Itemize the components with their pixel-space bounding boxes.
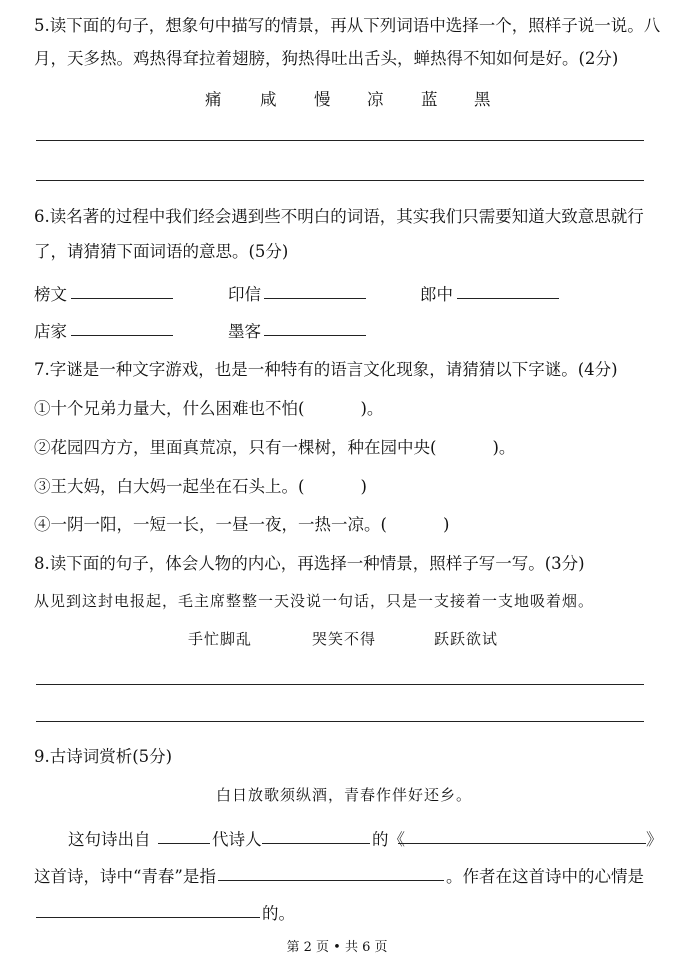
q8-word-3: 跃跃欲试 [434, 630, 499, 648]
q9-blank-qingchun-meaning[interactable] [218, 880, 444, 881]
q6-blank-yinxin[interactable] [264, 298, 366, 299]
q8-word-1: 手忙脚乱 [188, 630, 253, 648]
q6-blank-langzhong[interactable] [457, 298, 559, 299]
q6-term-dianjia: 店家 [34, 322, 67, 341]
q6-blank-moke[interactable] [264, 335, 366, 336]
q7-riddle-1-text: ①十个兄弟力量大，什么困难也不怕( [34, 399, 305, 418]
q7-riddle-3-text: ③王大妈，白大妈一起坐在石头上。( [34, 477, 305, 496]
q7-riddle-3 [34, 473, 367, 497]
q5-prompt-line2: 月，天多热。鸡热得耷拉着翅膀，狗热得吐出舌头，蝉热得不知如何是好。(2分) [34, 49, 619, 68]
q6-term-langzhong: 郎中 [420, 285, 453, 304]
q9-prompt: 9.古诗词赏析(5分) [34, 747, 173, 766]
q7-riddle-1-close: )。 [360, 399, 384, 418]
q6-term-moke: 墨客 [228, 322, 261, 341]
q6-term-bangwen: 榜文 [34, 285, 67, 304]
q9-text-from: 这句诗出自 [68, 830, 151, 849]
q5-word: 黑 [474, 90, 491, 109]
q9-blank-dynasty[interactable] [158, 843, 210, 844]
q6-term-yinxin: 印信 [228, 285, 261, 304]
q6-blank-dianjia[interactable] [71, 335, 173, 336]
q9-text-qingchun: 这首诗，诗中“青春”是指 [34, 867, 216, 886]
q8-word-2: 哭笑不得 [312, 630, 377, 648]
page-footer: 第 2 页 • 共 6 页 [286, 940, 388, 955]
q9-text-of: 的《 [372, 830, 405, 849]
q7-riddle-2-close: )。 [492, 438, 516, 457]
q5-word: 蓝 [421, 90, 438, 109]
q9-text-close-bracket: 》 [646, 830, 663, 849]
q7-riddle-4-close: ) [442, 515, 450, 534]
q6-blank-bangwen[interactable] [71, 298, 173, 299]
q9-text-poet: 代诗人 [212, 830, 262, 849]
q7-riddle-1 [34, 395, 383, 419]
q7-riddle-4-text: ④一阴一阳，一短一长，一昼一夜，一热一凉。( [34, 515, 387, 534]
q5-answer-line-1[interactable] [36, 140, 644, 141]
q5-word: 凉 [367, 90, 384, 109]
q5-word: 慢 [314, 90, 331, 109]
q8-example-sentence: 从见到这封电报起，毛主席整整一天没说一句话，只是一支接着一支地吸着烟。 [34, 592, 595, 610]
q8-prompt: 8.读下面的句子，体会人物的内心，再选择一种情景，照样子写一写。(3分) [34, 554, 585, 573]
q5-word: 痛 [205, 90, 222, 109]
q5-word-choices [0, 86, 674, 108]
q9-blank-poet[interactable] [262, 843, 370, 844]
q7-prompt: 7.字谜是一种文字游戏，也是一种特有的语言文化现象，请猜猜以下字谜。(4分) [34, 360, 618, 379]
q7-riddle-2-text: ②花园四方方，里面真荒凉，只有一棵树，种在园中央( [34, 438, 437, 457]
q7-riddle-3-close: ) [360, 477, 367, 496]
q5-prompt-line1: 5.读下面的句子，想象句中描写的情景，再从下列词语中选择一个，照样子说一说。八 [34, 16, 661, 35]
q8-answer-line-1[interactable] [36, 684, 644, 685]
q6-prompt-line1: 6.读名著的过程中我们经会遇到些不明白的词语，其实我们只需要知道大致意思就行 [34, 207, 644, 226]
q9-blank-mood[interactable] [36, 917, 260, 918]
q9-poem-line: 白日放歌须纵酒，青春作伴好还乡。 [216, 786, 473, 804]
q9-text-end: 的。 [262, 904, 295, 923]
q6-prompt-line2: 了，请猜猜下面词语的意思。(5分) [34, 242, 289, 261]
q8-answer-line-2[interactable] [36, 721, 644, 722]
q5-word: 咸 [260, 90, 277, 109]
q9-text-mood: 。作者在这首诗中的心情是 [446, 867, 644, 886]
q5-answer-line-2[interactable] [36, 180, 644, 181]
q7-riddle-4 [34, 511, 449, 535]
q7-riddle-2 [34, 434, 515, 458]
q9-blank-poem-title[interactable] [398, 843, 646, 844]
